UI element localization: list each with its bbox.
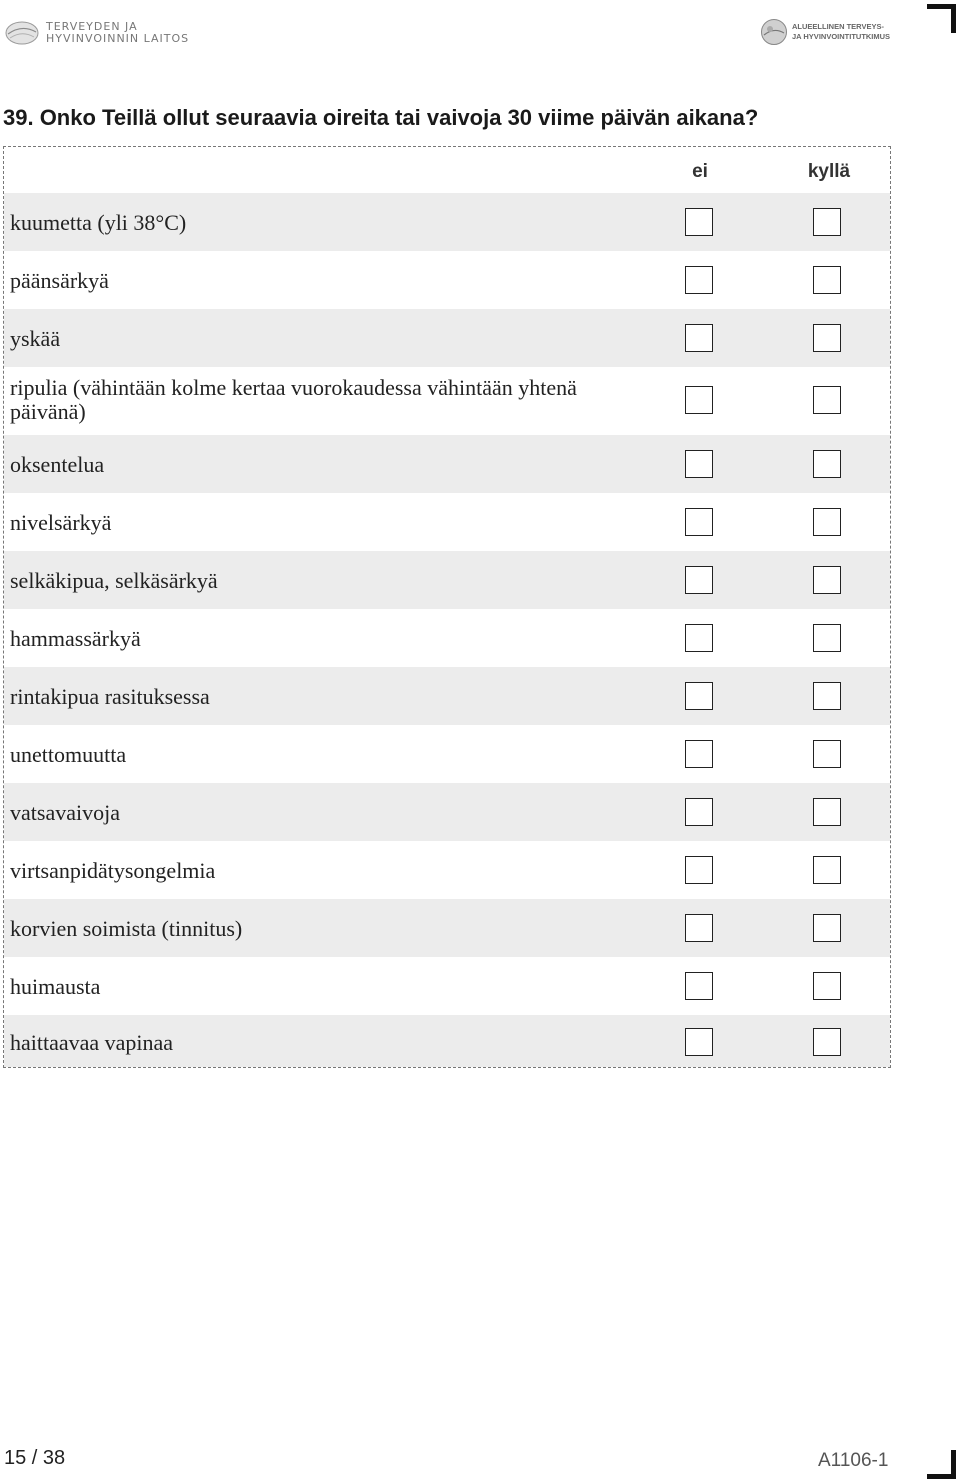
checkbox-no[interactable] — [685, 1028, 713, 1056]
checkbox-yes[interactable] — [813, 798, 841, 826]
checkbox-no[interactable] — [685, 386, 713, 414]
checkbox-no[interactable] — [685, 208, 713, 236]
checkbox-yes[interactable] — [813, 508, 841, 536]
checkbox-no[interactable] — [685, 682, 713, 710]
checkbox-yes[interactable] — [813, 566, 841, 594]
table-header — [4, 147, 890, 193]
row-label: vatsavaivoja — [10, 800, 120, 825]
row-label: hammassärkyä — [10, 626, 141, 651]
thl-logo — [4, 18, 190, 48]
row-label: haittaavaa vapinaa — [10, 1030, 174, 1055]
table-row — [4, 899, 890, 957]
checkbox-yes[interactable] — [813, 624, 841, 652]
table-row — [4, 609, 890, 667]
checkbox-no[interactable] — [685, 324, 713, 352]
checkbox-no[interactable] — [685, 740, 713, 768]
org-right-line2: JA HYVINVOINTITUTKIMUS — [792, 32, 891, 41]
emblem-logo-icon — [760, 18, 788, 46]
table-row — [4, 667, 890, 725]
table-row — [4, 493, 890, 551]
table-row — [4, 309, 890, 367]
table-row — [4, 251, 890, 309]
row-label: yskää — [10, 326, 61, 351]
table-row — [4, 551, 890, 609]
checkbox-yes[interactable] — [813, 450, 841, 478]
checkbox-yes[interactable] — [813, 266, 841, 294]
row-label: korvien soimista (tinnitus) — [10, 916, 243, 941]
checkbox-yes[interactable] — [813, 682, 841, 710]
page-number: 15 / 38 — [4, 1447, 66, 1469]
checkbox-no[interactable] — [685, 508, 713, 536]
checkbox-no[interactable] — [685, 856, 713, 884]
checkbox-no[interactable] — [685, 624, 713, 652]
table-row — [4, 783, 890, 841]
checkbox-no[interactable] — [685, 972, 713, 1000]
table-row — [4, 435, 890, 493]
checkbox-yes[interactable] — [813, 856, 841, 884]
checkbox-no[interactable] — [685, 266, 713, 294]
row-label: unettomuutta — [10, 742, 127, 767]
checkbox-yes[interactable] — [813, 914, 841, 942]
table-row — [4, 841, 890, 899]
table-row — [4, 367, 890, 435]
table-row — [4, 193, 890, 251]
row-label: nivelsärkyä — [10, 510, 112, 535]
crop-mark-top-right — [927, 4, 956, 33]
checkbox-yes[interactable] — [813, 1028, 841, 1056]
checkbox-no[interactable] — [685, 914, 713, 942]
column-header-yes: kyllä — [807, 161, 851, 182]
row-label: oksentelua — [10, 452, 105, 477]
checkbox-yes[interactable] — [813, 386, 841, 414]
org-left-line2: HYVINVOINNIN LAITOS — [46, 32, 190, 45]
row-label: ripulia (vähintään kolme kertaa vuorokaudessa vähintään yhtenä päivänä) — [10, 375, 577, 424]
checkbox-yes[interactable] — [813, 972, 841, 1000]
row-label: päänsärkyä — [10, 268, 109, 293]
checkbox-yes[interactable] — [813, 324, 841, 352]
question-title: 39. Onko Teillä ollut seuraavia oireita tai vaivoja 30 viime päivän aikana? — [3, 105, 759, 130]
checkbox-no[interactable] — [685, 798, 713, 826]
row-label: kuumetta (yli 38°C) — [10, 210, 187, 235]
form-code: A1106-1 — [818, 1450, 889, 1471]
checkbox-yes[interactable] — [813, 208, 841, 236]
research-logo — [760, 18, 920, 48]
row-label: virtsanpidätysongelmia — [10, 858, 216, 883]
crop-mark-bottom-right — [927, 1450, 956, 1479]
checkbox-no[interactable] — [685, 450, 713, 478]
globe-logo-icon — [4, 20, 40, 46]
symptom-table — [3, 146, 891, 1068]
row-label: huimausta — [10, 974, 101, 999]
column-header-no: ei — [692, 161, 708, 182]
org-left-line1: TERVEYDEN JA — [46, 20, 138, 33]
row-label: selkäkipua, selkäsärkyä — [10, 568, 218, 593]
checkbox-yes[interactable] — [813, 740, 841, 768]
table-row — [4, 725, 890, 783]
row-label: rintakipua rasituksessa — [10, 684, 210, 709]
org-right-line1: ALUEELLINEN TERVEYS- — [792, 22, 884, 31]
table-row — [4, 957, 890, 1015]
table-row — [4, 1015, 890, 1067]
checkbox-no[interactable] — [685, 566, 713, 594]
